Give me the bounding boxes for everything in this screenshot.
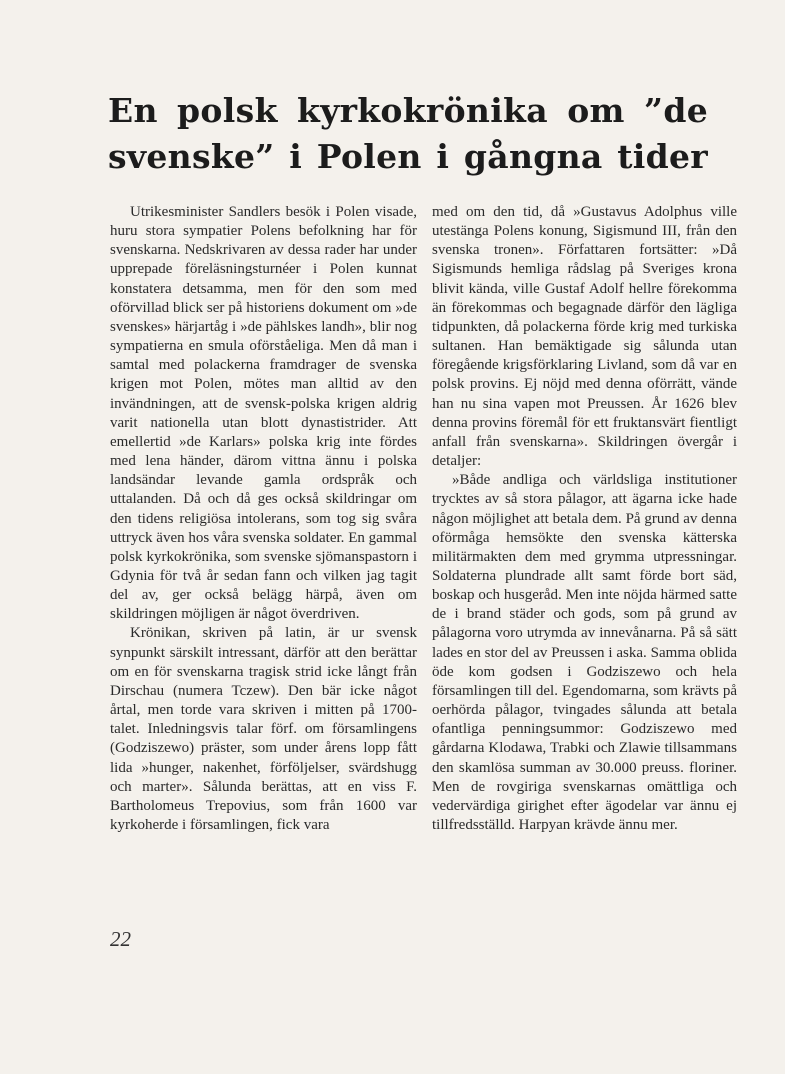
page-number: 22 [110, 927, 131, 951]
article-title: En polsk kyrkokrönika om ”de svenske” i Polen i gångna tider [108, 91, 708, 176]
left-column [110, 203, 417, 835]
right-column [432, 203, 737, 835]
paragraph: »Både andliga och världsliga institutioner trycktes av så stora pålagor, att ägarna icke hade någon möjlighet att betala dem. På grund av denna oförmåga hemsökte den svenska kätterska militärmakten dem med grymma utpressningar. Soldaterna plundrade allt samt förde bort säd, boskap och husgeråd. Men inte nöjda härmed satte de i brand städer och gods, som på grund av pålagorna voro utrymda av innevånarna. På så sätt lades en stor del av Preussen i aska. Samma oblida öde kom godsen i Godziszewo och hela församlingen till del. Egendomarna, som krävts på oerhörda pålagor, tvingades sålunda att betala ofantliga penningsummor: Godziszewo med gårdarna Klodawa, Trabki och Zlawie tillsammans den skamlösa summan av 30.000 preuss. floriner. Men de rovgiriga svenskarnas omättliga och vedervärdiga girighet efter ägodelar var ännu ej tillfredsställd. Harpyan krävde ännu mer. [432, 472, 737, 833]
paragraph: med om den tid, då »Gustavus Adolphus ville utestänga Polens konung, Sigismund III, från den svenska tronen». Författaren fortsätter: »Då Sigismunds hemliga rådslag på Sveriges krona blivit kända, ville Gustaf Adolf hellre förekomma än förekommas och begagnade därför den lägliga tidpunkten, då polackerna förde krig med turkiska sultanen. Han bemäktigade sig sålunda utan föregående krigsförklaring Livland, som då var en polsk provins. Ej nöjd med denna oförrätt, vände han nu sina vapen mot Preussen. År 1626 blev denna provins föremål för ett fruktansvärt fientligt anfall från svenskarna». Skildringen övergår i detaljer: [432, 204, 737, 470]
paragraph: Utrikesminister Sandlers besök i Polen visade, huru stora sympatier Polens befolkning har för svenskarna. Nedskrivaren av dessa rader har under upprepade föreläsningsturnéer i Polen kunnat konstatera detsamma, men för den som med oförvillad blick ser på historiens dokument om »de svenskes» härjartåg i »de pählskes landh», blir nog sympatierna en smula oförståeliga. Men då man i samtal med polackerna framdrager de svenska krigen mot Polen, mötes man alltid av den invändningen, att de svensk-polska krigen aldrig varit nationella utan blott dynastistrider. Att emellertid »de Karlars» polska krig inte fördes med lena händer, därom vittna ännu i polska landsändar levande gamla ordspråk och uttalanden. Då och då ges också skildringar om den tidens religiösa intolerans, som tog sig svåra uttryck även hos våra svenska soldater. En gammal polsk kyrkokrönika, som svenske sjömanspastorn i Gdynia för två år sedan fann och vilken jag tagit del av, ger också belägg härpå, även om skildringen möjligen är något överdriven. [110, 204, 417, 623]
paragraph: Krönikan, skriven på latin, är ur svensk synpunkt särskilt intressant, därför att den berättar om en för svenskarna tragisk strid icke långt från Dirschau (numera Tczew). Den bär icke något årtal, men torde vara skriven i mitten på 1700-talet. Inledningsvis talar förf. om församlingens (Godziszewo) präster, som under årens lopp fått lida »hunger, nakenhet, förföljelser, svärdshugg och marter». Sålunda berättas, att en viss F. Bartholomeus Trepovius, som från 1600 var kyrkoherde i församlingen, fick vara [110, 625, 417, 833]
